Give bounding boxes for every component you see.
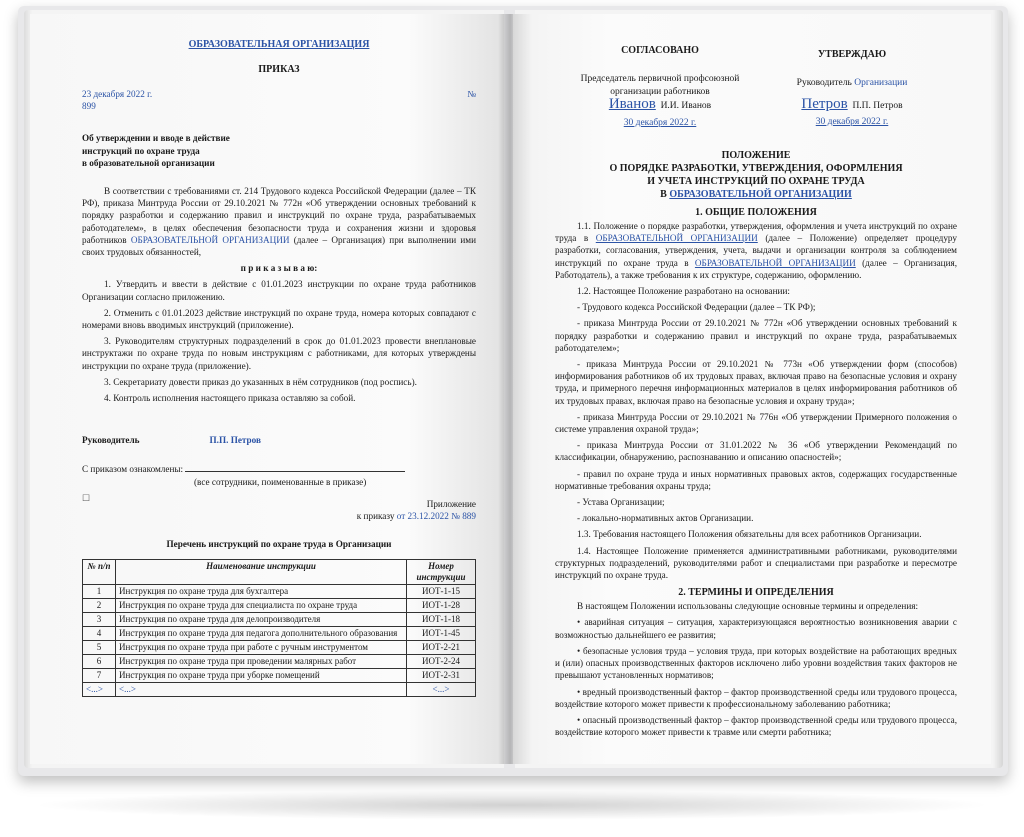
- row-name: Инструкция по охране труда для бухгалтера: [116, 584, 407, 598]
- subject-line: Об утверждении и вводе в действие: [82, 133, 230, 144]
- approve-role: [777, 77, 927, 90]
- p11-text: (далее – Положение) определяет процедуру разработки, согласования, утверждения, учета, выдачи и организации контроля за соблюдением инструкций по охране труда в: [555, 233, 958, 268]
- approve-sign-row: [777, 95, 927, 113]
- approve-title: УТВЕРЖДАЮ: [817, 49, 887, 60]
- subject-line: инструкций по охране труда: [82, 145, 200, 156]
- row-num: 1: [83, 584, 116, 598]
- table-row: [83, 584, 476, 598]
- table-row: [83, 612, 476, 626]
- doc-title: [555, 149, 957, 201]
- row-name: Инструкция по охране труда для делопроизводителя: [116, 612, 407, 626]
- list-item: - правил по охране труда и иных нормативных правовых актов, содержащих государственные нормативные требования охраны труда;: [555, 468, 957, 491]
- col-code: Номер инструкции: [407, 559, 476, 584]
- doc-title-org: ОБРАЗОВАТЕЛЬНОЙ ОРГАНИЗАЦИИ: [669, 189, 852, 200]
- row-num: 4: [83, 626, 116, 640]
- list-item: • безопасные условия труда – условия труда, при которых воздействие на работающих вредных и (или) опасных производственных факторов исключено либо уровни воздействия таких факторов не превышают установленных нормативов;: [555, 645, 957, 682]
- row-num: 3: [83, 612, 116, 626]
- list-item: • аварийная ситуация – ситуация, характеризующаяся вероятностью возникновения аварии с возможностью дальнейшего ее развития;: [555, 616, 957, 640]
- agreed-sign-row: [565, 98, 755, 113]
- paragraph-1-4: 1.4. Настоящее Положение применяется административными работниками, руководителями структурных подразделений, руководителями работ и специалистами при разработке и пересмотре инструкций по охране труда.: [555, 545, 957, 581]
- order-item: 3. Руководителям структурных подразделений в срок до 01.01.2023 провести внеплановые инструктажи по охране труда по новым инструкциям с работниками, для которых утверждены инструкции по охране труда (приложение).: [82, 336, 476, 371]
- book-shadow: [30, 790, 994, 820]
- row-code: ИОТ-1-18: [407, 612, 476, 626]
- agreed-role: организации работников: [610, 86, 710, 97]
- order-subject: [82, 132, 476, 169]
- list-item: - приказа Минтруда России от 29.10.2021 № 776н «Об утверждении Примерного положения о системе управления охраной труда»;: [555, 411, 957, 435]
- acquainted-row: [82, 462, 476, 475]
- row-code: ИОТ-1-45: [407, 626, 476, 640]
- row-num: 5: [83, 640, 116, 654]
- p11-text: (далее – Организация, Работодатель), а также требования к их структуре, содержанию, оформлению.: [555, 257, 958, 280]
- approve-role-org: Организации: [854, 78, 908, 88]
- order-number: 899: [82, 101, 96, 112]
- agreed-block: [565, 44, 755, 129]
- row-code: ИОТ-2-31: [407, 668, 476, 682]
- row-code: ИОТ-1-28: [407, 598, 476, 612]
- order-item: 1. Утвердить и ввести в действие с 01.01.2023 инструкции по охране труда работников Организации согласно приложению.: [82, 279, 476, 302]
- order-item: 4. Контроль исполнения настоящего приказа оставляю за собой.: [104, 393, 356, 404]
- order-intro: [82, 185, 476, 258]
- row-name: Инструкция по охране труда для специалиста по охране труда: [116, 598, 407, 612]
- acquainted-label: С приказом ознакомлены:: [82, 464, 184, 475]
- approve-name: П.П. Петров: [852, 100, 903, 111]
- list-item: - Устава Организации;: [577, 497, 665, 508]
- acquainted-note: (все сотрудники, поименованные в приказе): [194, 476, 367, 487]
- doc-title-in: В: [660, 189, 667, 200]
- table-row: [83, 654, 476, 668]
- row-num: 6: [83, 654, 116, 668]
- terms-intro: В настоящем Положении использованы следующие основные термины и определения:: [577, 601, 919, 612]
- row-num: <...>: [83, 682, 116, 696]
- order-item: 2. Отменить с 01.01.2023 действие инструкций по охране труда, номера которых совпадают с номерами вновь вводимых инструкций (приложение).: [82, 307, 476, 331]
- row-code: <...>: [407, 682, 476, 696]
- right-page-regulation: [513, 14, 991, 764]
- table-row: [83, 668, 476, 682]
- list-item: • опасный производственный фактор – фактор производственной среды или трудового процесса, воздействие которого может привести к травме или смерти работника;: [555, 714, 957, 738]
- list-item: - приказа Минтруда России от 31.01.2022 № 36 «Об утверждении Рекомендаций по классификации, обнаружению, распознаванию и описанию опасностей»;: [555, 440, 957, 463]
- list-item: • вредный производственный фактор – фактор производственной среды или трудового процесса, воздействие которого может привести к профессиональному заболеванию работника;: [555, 686, 957, 710]
- agreed-role: Председатель первичной профсоюзной: [580, 74, 740, 84]
- row-num: 7: [83, 668, 116, 682]
- terms-list: [555, 616, 957, 738]
- appendix-label: Приложение: [426, 499, 476, 510]
- table-row: [83, 598, 476, 612]
- subject-line: в образовательной организации: [82, 157, 215, 168]
- instructions-table: [82, 559, 476, 697]
- agreed-signature: Иванов: [608, 96, 656, 112]
- approve-signature: Петров: [801, 95, 848, 112]
- doc-title-line: [555, 188, 957, 201]
- order-item: 3. Секретариату довести приказ до указанных в нём сотрудников (под роспись).: [104, 376, 417, 387]
- checkbox-icon: ☐: [82, 492, 91, 503]
- intro-text-end: (далее – Организация) при выполнении ими своих трудовых обязанностей,: [82, 234, 476, 258]
- head-signature: [82, 434, 476, 446]
- section-heading: 1. ОБЩИЕ ПОЛОЖЕНИЯ: [695, 207, 817, 218]
- p11-org: ОБРАЗОВАТЕЛЬНОЙ ОРГАНИЗАЦИИ: [595, 233, 758, 244]
- number-sign: №: [467, 89, 476, 99]
- bases-list: [555, 301, 957, 524]
- intro-org: ОБРАЗОВАТЕЛЬНОЙ ОРГАНИЗАЦИИ: [130, 234, 290, 245]
- doc-title-line: О ПОРЯДКЕ РАЗРАБОТКИ, УТВЕРЖДЕНИЯ, ОФОРМЛЕНИЯ: [609, 163, 903, 174]
- head-label: Руководитель: [82, 435, 140, 446]
- list-item: - приказа Минтруда России от 29.10.2021 № 773н «Об утверждении форм (способов) информирования работников об их трудовых правах, включая право на безопасные условия и охрану труда, и примерного перечня информационных материалов в целях информирования работников об их трудовых правах, включая право на безопасные условия и охрану труда»;: [555, 359, 957, 406]
- order-title: ПРИКАЗ: [258, 64, 300, 75]
- col-num: № п/п: [83, 559, 116, 584]
- doc-title-line: ПОЛОЖЕНИЕ: [721, 150, 791, 161]
- row-num: 2: [83, 598, 116, 612]
- head-name: П.П. Петров: [209, 435, 261, 446]
- paragraph-1-1: [555, 220, 957, 281]
- order-word: п р и к а з ы в а ю:: [240, 263, 318, 274]
- appendix-ref-link: от 23.12.2022 № 889: [396, 511, 476, 522]
- list-item: - Трудового кодекса Российской Федерации (далее – ТК РФ);: [577, 302, 816, 313]
- list-item: - приказа Минтруда России от 29.10.2021 № 772н «Об утверждении основных требований к порядку разработки и содержанию правил и инструкций по охране труда, разрабатываемых работодателем»;: [555, 318, 957, 353]
- approve-date: 30 декабря 2022 г.: [815, 117, 889, 127]
- col-name: Наименование инструкции: [116, 559, 407, 584]
- order-items: [82, 278, 476, 404]
- acquainted-line: [185, 462, 405, 472]
- appendix-ref: [82, 510, 476, 522]
- row-name: Инструкция по охране труда для педагога дополнительного образования: [116, 626, 407, 640]
- order-date-row: [82, 88, 476, 100]
- approve-role-text: Руководитель: [796, 78, 852, 88]
- approval-block: [555, 44, 957, 129]
- table-row: [83, 626, 476, 640]
- approve-block: [777, 44, 927, 129]
- paragraph-1-2: 1.2. Настоящее Положение разработано на основании:: [577, 286, 790, 297]
- row-code: ИОТ-1-15: [407, 584, 476, 598]
- list-title: Перечень инструкций по охране труда в Организации: [166, 539, 392, 550]
- row-name: Инструкция по охране труда при проведении малярных работ: [116, 654, 407, 668]
- row-name: Инструкция по охране труда при уборке помещений: [116, 668, 407, 682]
- agreed-date: 30 декабря 2022 г.: [623, 117, 697, 128]
- p11-org: ОБРАЗОВАТЕЛЬНОЙ ОРГАНИЗАЦИИ: [694, 257, 856, 268]
- table-row: [83, 640, 476, 654]
- p11-text: 1.1. Положение о порядке разработки, утверждения, оформления и учета инструкций по охране труда в: [555, 221, 957, 244]
- row-code: ИОТ-2-21: [407, 640, 476, 654]
- table-header-row: [83, 559, 476, 584]
- appendix-ref-text: к приказу: [356, 511, 395, 522]
- table-row-ellipsis: [83, 682, 476, 696]
- section-heading: 2. ТЕРМИНЫ И ОПРЕДЕЛЕНИЯ: [678, 587, 834, 599]
- order-date: 23 декабря 2022 г.: [82, 89, 153, 99]
- agreed-name: И.И. Иванов: [660, 101, 712, 111]
- org-name: ОБРАЗОВАТЕЛЬНАЯ ОРГАНИЗАЦИЯ: [188, 39, 370, 50]
- left-page-order: [30, 14, 504, 764]
- intro-text: В соответствии с требованиями ст. 214 Трудового кодекса Российской Федерации (далее – ТК РФ), приказа Минтруда России от 29.10.2021 № 772н «Об утверждении основных требований к порядку разработки и содержанию правил и инструкций по охране труда, разрабатываемых работодателем», в целях обеспечения безопасности труда и сохранения жизни и здоровья работников: [82, 186, 476, 245]
- row-name: <...>: [116, 682, 407, 696]
- agreed-title: СОГЛАСОВАНО: [621, 45, 699, 56]
- paragraph-1-3: 1.3. Требования настоящего Положения обязательны для всех работников Организации.: [577, 529, 922, 540]
- row-name: Инструкция по охране труда при работе с ручным инструментом: [116, 640, 407, 654]
- doc-title-line: И УЧЕТА ИНСТРУКЦИЙ ПО ОХРАНЕ ТРУДА: [647, 176, 865, 187]
- row-code: ИОТ-2-24: [407, 654, 476, 668]
- list-item: - локально-нормативных актов Организации.: [577, 513, 754, 524]
